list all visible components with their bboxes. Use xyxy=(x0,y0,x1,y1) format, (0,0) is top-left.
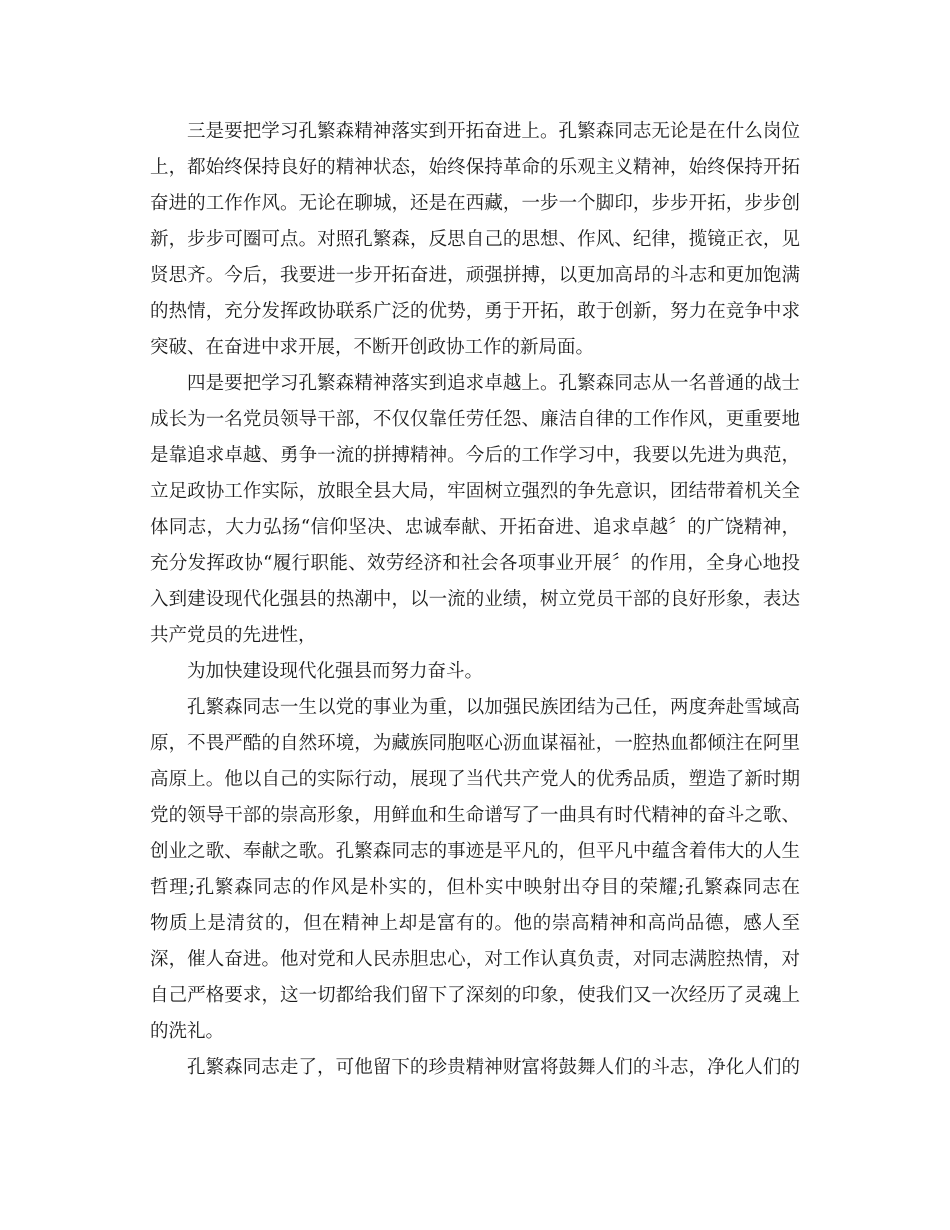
text-line: 是靠追求卓越、勇争一流的拼搏精神。今后的工作学习中，我要以先进为典范， xyxy=(150,445,800,466)
text-line: 共产党员的先进性， xyxy=(150,625,317,646)
text-line: 党的领导干部的崇高形象，用鲜血和生命谱写了一曲具有时代精神的奋斗之歌、 xyxy=(150,805,800,826)
text-line: 立足政协工作实际，放眼全县大局，牢固树立强烈的争先意识，团结带着机关全 xyxy=(150,481,800,502)
text-line: 孔繁森同志走了，可他留下的珍贵精神财富将鼓舞人们的斗志，净化人们的 xyxy=(187,1057,800,1078)
paragraph-excellence xyxy=(150,366,800,654)
text-line: 孔繁森同志一生以党的事业为重，以加强民族团结为己任，两度奔赴雪域高 xyxy=(187,697,800,718)
text-line: 为加快建设现代化强县而努力奋斗。 xyxy=(187,661,484,682)
text-line: 入到建设现代化强县的热潮中，以一流的业绩，树立党员干部的良好形象，表达 xyxy=(150,589,800,610)
text-line: 新，步步可圈可点。对照孔繁森，反思自己的思想、作风、纪律，揽镜正衣，见 xyxy=(150,229,800,250)
text-line: 充分发挥政协“履行职能、效劳经济和社会各项事业开展〞的作用，全身心地投 xyxy=(150,553,800,574)
text-line: 奋进的工作作风。无论在聊城，还是在西藏，一步一个脚印，步步开拓，步步创 xyxy=(150,193,800,214)
text-line: 的热情，充分发挥政协联系广泛的优势，勇于开拓，敢于创新，努力在竞争中求 xyxy=(150,301,800,322)
paragraph-pioneering xyxy=(150,114,800,366)
text-line: 四是要把学习孔繁森精神落实到追求卓越上。孔繁森同志从一名普通的战士 xyxy=(187,373,800,394)
text-line: 创业之歌、奉献之歌。孔繁森同志的事迹是平凡的，但平凡中蕴含着伟大的人生 xyxy=(150,841,800,862)
text-line: 原，不畏严酷的自然环境，为藏族同胞呕心沥血谋福祉，一腔热血都倾注在阿里 xyxy=(150,733,800,754)
text-line: 三是要把学习孔繁森精神落实到开拓奋进上。孔繁森同志无论是在什么岗位 xyxy=(187,121,800,142)
text-line: 深，催人奋进。他对党和人民赤胆忠心，对工作认真负责，对同志满腔热情，对 xyxy=(150,949,800,970)
text-line: 体同志，大力弘扬“信仰坚决、忠诚奉献、开拓奋进、追求卓越〞的广饶精神， xyxy=(150,517,800,538)
text-line: 上，都始终保持良好的精神状态，始终保持革命的乐观主义精神，始终保持开拓 xyxy=(150,157,800,178)
text-line: 物质上是清贫的，但在精神上却是富有的。他的崇高精神和高尚品德，感人至 xyxy=(150,913,800,934)
text-line: 贤思齐。今后，我要进一步开拓奋进，顽强拼搏，以更加高昂的斗志和更加饱满 xyxy=(150,265,800,286)
text-line: 高原上。他以自己的实际行动，展现了当代共产党人的优秀品质，塑造了新时期 xyxy=(150,769,800,790)
text-line: 自己严格要求，这一切都给我们留下了深刻的印象，使我们又一次经历了灵魂上 xyxy=(150,985,800,1006)
paragraph-kong-fansen-life xyxy=(150,690,800,1050)
paragraph-strive xyxy=(150,654,800,690)
document-body xyxy=(150,114,800,1086)
paragraph-legacy xyxy=(150,1050,800,1086)
text-line: 的洗礼。 xyxy=(150,1021,225,1042)
text-line: 哲理;孔繁森同志的作风是朴实的，但朴实中映射出夺目的荣耀;孔繁森同志在 xyxy=(150,877,800,898)
text-line: 突破、在奋进中求开展，不断开创政协工作的新局面。 xyxy=(150,337,595,358)
text-line: 成长为一名党员领导干部，不仅仅靠任劳任怨、廉洁自律的工作作风，更重要地 xyxy=(150,409,800,430)
